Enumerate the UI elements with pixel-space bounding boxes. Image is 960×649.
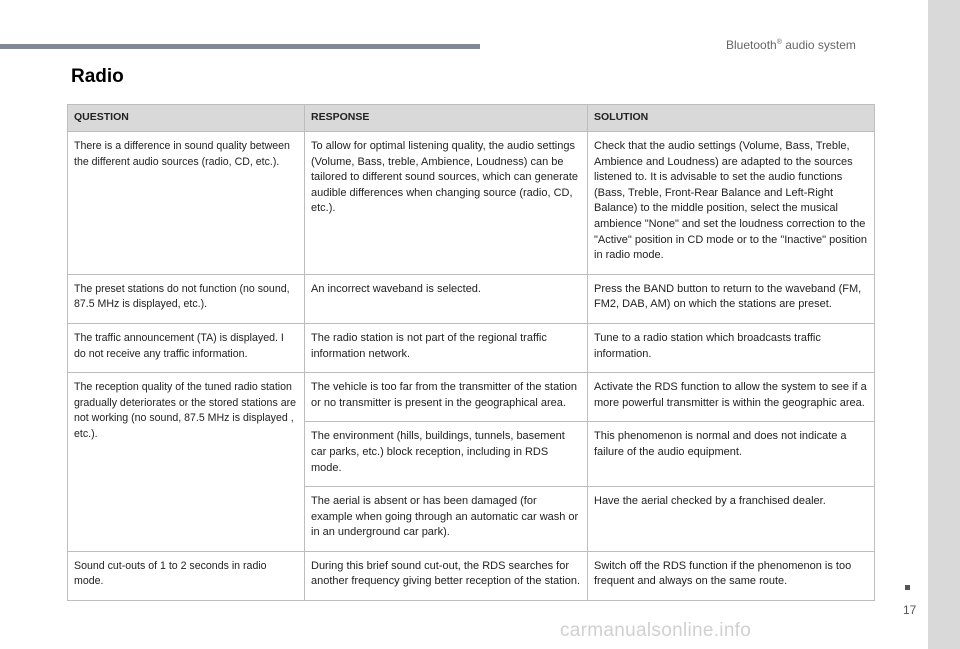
header-rule — [0, 44, 480, 49]
running-header-text: Bluetooth — [726, 38, 777, 52]
watermark: carmanualsonline.info — [560, 620, 752, 641]
faq-table — [67, 104, 875, 601]
solution-cell: Press the BAND button to return to the waveband (FM, FM2, DAB, AM) on which the stations are preset. — [588, 274, 875, 323]
table-row — [68, 274, 875, 323]
question-cell: The reception quality of the tuned radio station gradually deteriorates or the stored stations are not working (no sound, 87.5 MHz is displayed , etc.). — [68, 373, 305, 552]
column-header-question: QUESTION — [68, 105, 305, 132]
table-row — [68, 373, 875, 422]
running-header — [726, 38, 856, 52]
table-row — [68, 323, 875, 372]
response-cell: An incorrect waveband is selected. — [305, 274, 588, 323]
column-header-response: RESPONSE — [305, 105, 588, 132]
column-header-solution: SOLUTION — [588, 105, 875, 132]
response-cell: The vehicle is too far from the transmitter of the station or no transmitter is present in the geographical area. — [305, 373, 588, 422]
question-cell: The traffic announcement (TA) is displayed. I do not receive any traffic information. — [68, 323, 305, 372]
solution-cell: Check that the audio settings (Volume, Bass, Treble, Ambience and Loudness) are adapted to the sources listened to. It is advisable to set the audio functions (Bass, Treble, Front-Rear Balance and Left-Right Balance) to the middle position, select the musical ambience "None" and set the loudness correction to the "Active" position in CD mode or to the "Inactive" position in radio mode. — [588, 132, 875, 275]
table-row — [68, 132, 875, 275]
response-cell: The aerial is absent or has been damaged (for example when going through an automatic car wash or in an underground car park). — [305, 487, 588, 552]
page-marker — [905, 585, 910, 590]
registered-mark: ® — [776, 39, 782, 46]
table-header-row — [68, 105, 875, 132]
solution-cell: Activate the RDS function to allow the system to see if a more powerful transmitter is within the geographic area. — [588, 373, 875, 422]
running-header-rest: audio system — [781, 38, 856, 52]
section-title: Radio — [71, 66, 124, 87]
response-cell: During this brief sound cut-out, the RDS searches for another frequency giving better reception of the station. — [305, 551, 588, 600]
table-row — [68, 551, 875, 600]
page-edge-band — [928, 0, 960, 649]
page-number: 17 — [903, 603, 917, 617]
solution-cell: Have the aerial checked by a franchised dealer. — [588, 487, 875, 552]
solution-cell: Switch off the RDS function if the phenomenon is too frequent and always on the same route. — [588, 551, 875, 600]
response-cell: To allow for optimal listening quality, the audio settings (Volume, Bass, treble, Ambience, Loudness) can be tailored to different sound sources, which can generate audible differences when changing source (radio, CD, etc.). — [305, 132, 588, 275]
question-cell: There is a difference in sound quality between the different audio sources (radio, CD, etc.). — [68, 132, 305, 275]
question-cell: The preset stations do not function (no sound, 87.5 MHz is displayed, etc.). — [68, 274, 305, 323]
response-cell: The environment (hills, buildings, tunnels, basement car parks, etc.) block reception, including in RDS mode. — [305, 422, 588, 487]
solution-cell: Tune to a radio station which broadcasts traffic information. — [588, 323, 875, 372]
response-cell: The radio station is not part of the regional traffic information network. — [305, 323, 588, 372]
question-cell: Sound cut-outs of 1 to 2 seconds in radio mode. — [68, 551, 305, 600]
solution-cell: This phenomenon is normal and does not indicate a failure of the audio equipment. — [588, 422, 875, 487]
